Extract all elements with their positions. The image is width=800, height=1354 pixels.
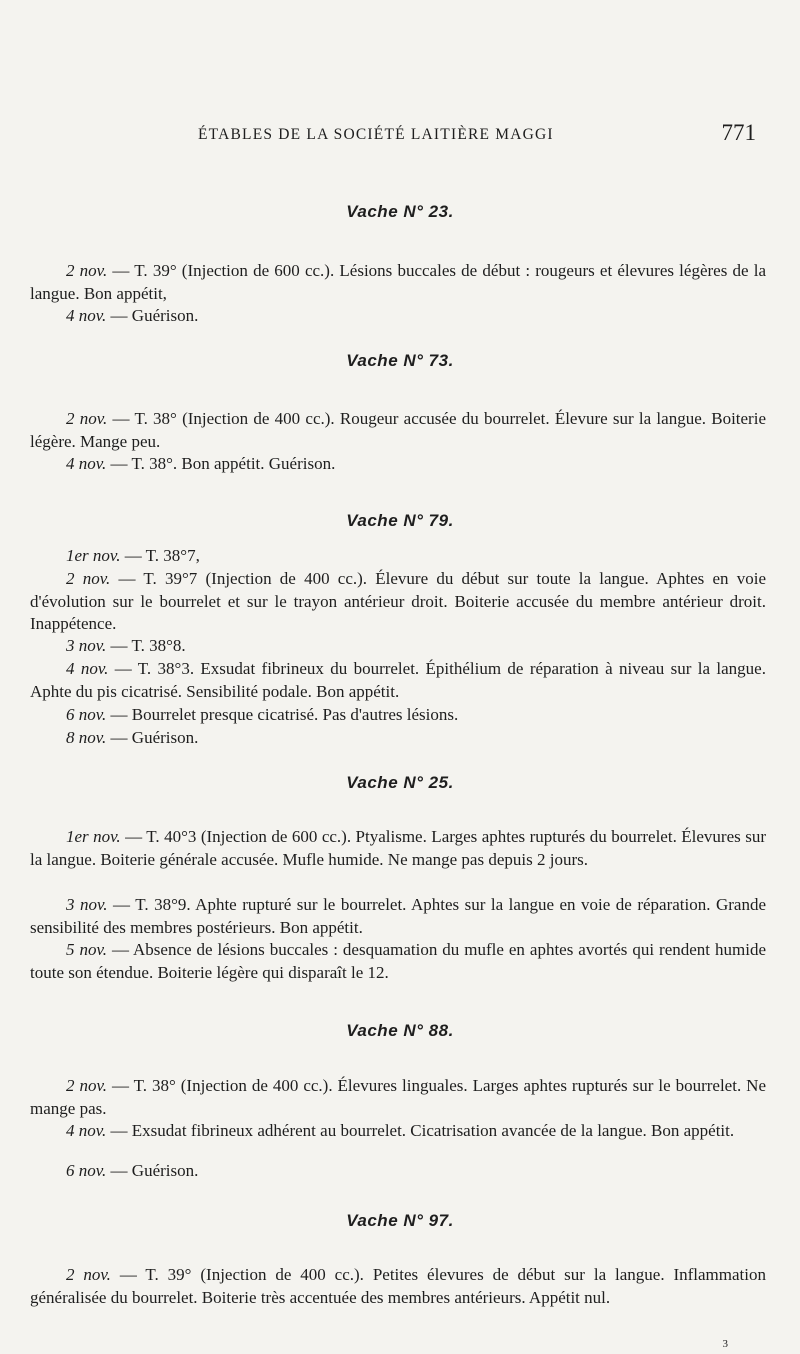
entry-text: — T. 38°3. Exsudat fibrineux du bourrelet. Épithélium de réparation à niveau sur la langue. Aphte du pis cicatrisé. Sensibilité podale. Bon appétit.: [30, 659, 766, 701]
entry-text: — Guérison.: [106, 306, 199, 325]
case-entry: [30, 894, 766, 939]
entry-date: 3 nov.: [66, 895, 108, 914]
case-entry: [30, 408, 766, 453]
case-entry: [30, 1264, 766, 1309]
case-entry: [30, 545, 766, 568]
case-entry: [30, 704, 766, 727]
entry-date: 6 nov.: [66, 1161, 107, 1180]
case-title: Vache N° 88.: [346, 1021, 454, 1040]
entry-text: — T. 40°3 (Injection de 600 cc.). Ptyalisme. Larges aphtes rupturés du bourrelet. Élevures sur la langue. Boiterie générale accusée. Mufle humide. Ne mange pas depuis 2 jours.: [30, 827, 766, 869]
entry-date: 5 nov.: [66, 940, 108, 959]
entry-date: 2 nov.: [66, 569, 111, 588]
entry-text: — T. 38° (Injection de 400 cc.). Rougeur accusée du bourrelet. Élevure sur la langue. Boiterie légère. Mange peu.: [30, 409, 766, 451]
case-title: Vache N° 73.: [346, 351, 454, 370]
entry-date: 1er nov.: [66, 827, 121, 846]
case-title: Vache N° 97.: [346, 1211, 454, 1230]
case-entry: [30, 1160, 766, 1183]
case-entry: [30, 1120, 766, 1143]
entry-date: 2 nov.: [66, 261, 108, 280]
entry-text: — T. 39° (Injection de 600 cc.). Lésions buccales de début : rougeurs et élevures légères de la langue. Bon appétit,: [30, 261, 766, 303]
running-head: [0, 120, 800, 150]
case-entry: [30, 826, 766, 871]
case-entry: [30, 305, 766, 328]
case-entry: [30, 568, 766, 636]
case-entry: [30, 1075, 766, 1120]
entry-date: 8 nov.: [66, 728, 107, 747]
case-title: Vache N° 25.: [346, 773, 454, 792]
entry-date: 2 nov.: [66, 409, 108, 428]
case-entry: [30, 260, 766, 305]
entry-date: 1er nov.: [66, 546, 121, 565]
entry-text: — T. 38°. Bon appétit. Guérison.: [106, 454, 336, 473]
entry-text: — T. 39°7 (Injection de 400 cc.). Élevure du début sur toute la langue. Aphtes en voie d'évolution sur le bourrelet et sur le trayon antérieur droit. Boiterie accusée du membre antérieur droit. Inappétence.: [30, 569, 766, 633]
running-title: ÉTABLES DE LA SOCIÉTÉ LAITIÈRE MAGGI: [198, 126, 554, 143]
entry-text: — Bourrelet presque cicatrisé. Pas d'autres lésions.: [106, 705, 459, 724]
case-entry: [30, 939, 766, 984]
case-entry: [30, 453, 766, 476]
entry-text: — Guérison.: [106, 1161, 199, 1180]
entry-text: — T. 38°8.: [106, 636, 186, 655]
entry-date: 4 nov.: [66, 1121, 107, 1140]
entry-date: 2 nov.: [66, 1265, 111, 1284]
entry-text: — Guérison.: [106, 728, 199, 747]
case-entry: [30, 727, 766, 750]
entry-date: 3 nov.: [66, 636, 107, 655]
entry-date: 6 nov.: [66, 705, 107, 724]
page-number: 771: [721, 120, 756, 145]
entry-date: 4 nov.: [66, 306, 107, 325]
entry-text: — T. 38°7,: [120, 546, 200, 565]
case-entry: [30, 635, 766, 658]
entry-text: — Absence de lésions buccales : desquamation du mufle en aphtes avortés qui rendent humide toute son étendue. Boiterie légère qui disparaît le 12.: [30, 940, 766, 982]
entry-date: 4 nov.: [66, 454, 107, 473]
case-title: Vache N° 79.: [346, 511, 454, 530]
entry-date: 2 nov.: [66, 1076, 108, 1095]
case-entry: [30, 658, 766, 703]
entry-date: 4 nov.: [66, 659, 109, 678]
entry-text: — T. 38° (Injection de 400 cc.). Élevures linguales. Larges aphtes rupturés sur le bourrelet. Ne mange pas.: [30, 1076, 766, 1118]
folio-mark: 3: [722, 1338, 728, 1350]
entry-text: — T. 39° (Injection de 400 cc.). Petites élevures de début sur la langue. Inflammation généralisée du bourrelet. Boiterie très accentuée des membres antérieurs. Appétit nul.: [30, 1265, 766, 1307]
case-title: Vache N° 23.: [346, 202, 454, 221]
entry-text: — Exsudat fibrineux adhérent au bourrelet. Cicatrisation avancée de la langue. Bon appétit.: [106, 1121, 735, 1140]
entry-text: — T. 38°9. Aphte rupturé sur le bourrelet. Aphtes sur la langue en voie de réparation. Grande sensibilité des membres postérieurs. Bon appétit.: [30, 895, 766, 937]
